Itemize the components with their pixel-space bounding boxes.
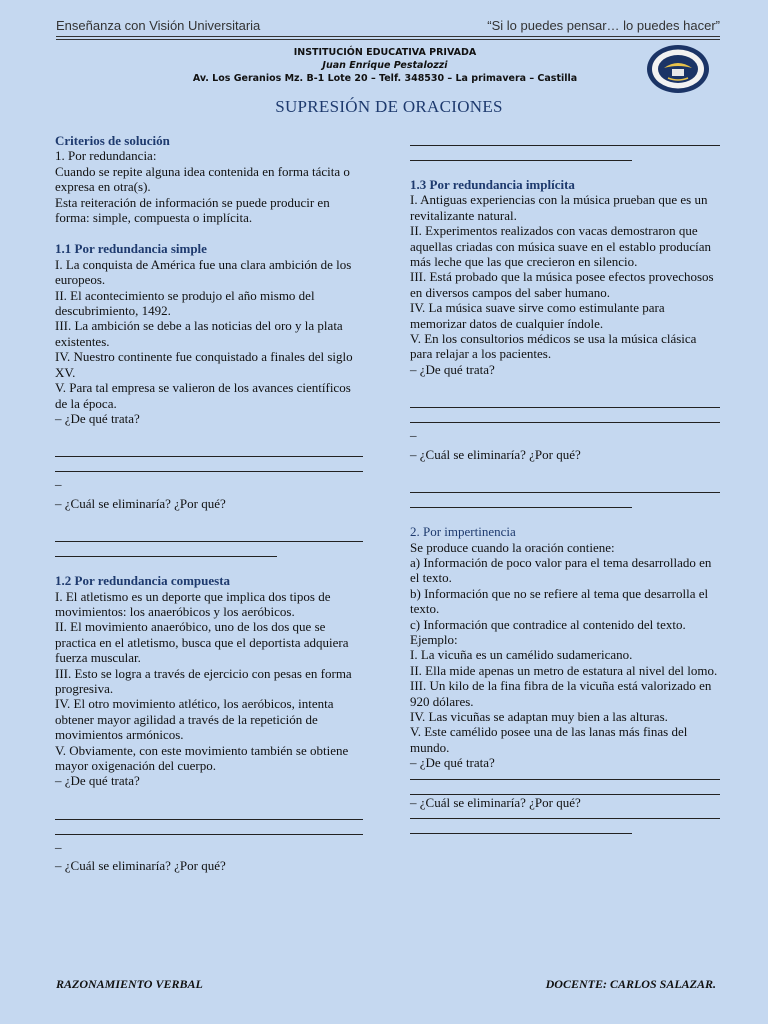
sentence: II. El movimiento anaeróbico, uno de los dos que se practica en el atletismo, busca que el deportista adquiera fuerza muscular.: [55, 619, 349, 666]
sentence: I. La vicuña es un camélido sudamericano.: [410, 647, 633, 663]
page-title: SUPRESIÓN DE ORACIONES: [275, 97, 503, 116]
institution-address: Av. Los Geranios Mz. B-1 Lote 20 – Telf. 348530 – La primavera – Castilla: [192, 73, 578, 84]
sentence: a) Información de poco valor para el tema desarrollado en el texto.: [410, 554, 712, 586]
page-header: [56, 18, 720, 33]
question-topic: – ¿De qué trata?: [55, 773, 140, 789]
sentence: V. Este camélido posee una de las lanas más finas del mundo.: [410, 724, 688, 755]
header-rule-2: [56, 39, 720, 40]
answer-line[interactable]: [410, 833, 632, 834]
sentence: III. Un kilo de la fina fibra de la vicuña está valorizado en 920 dólares.: [410, 678, 712, 709]
question-eliminate: – ¿Cuál se eliminaría? ¿Por qué?: [55, 858, 226, 874]
sentence: Ejemplo:: [410, 631, 458, 647]
section-heading: 1.2 Por redundancia compuesta: [55, 573, 231, 589]
answer-dash: _: [55, 472, 62, 488]
header-left: Enseñanza con Visión Universitaria: [56, 18, 261, 33]
criteria-line: 1. Por redundancia:: [55, 148, 157, 164]
answer-dash: _: [410, 423, 417, 439]
section-heading: 1.1 Por redundancia simple: [55, 241, 207, 257]
question-topic: – ¿De qué trata?: [55, 410, 140, 426]
sentence: I. Antiguas experiencias con la música prueban que es un revitalizante natural.: [410, 192, 708, 223]
sentence: IV. El otro movimiento atlético, los aeróbicos, intenta obtener mayor agilidad a través de la repetición de movimientos armónicos.: [55, 696, 334, 743]
sentence: V. En los consultorios médicos se usa la música clásica para relajar a los pacientes.: [410, 331, 697, 362]
sentence: III. La ambición se debe a las noticias del oro y la plata existentes.: [55, 318, 343, 349]
sentence: Se produce cuando la oración contiene:: [410, 539, 615, 555]
sentence: IV. Las vicuñas se adaptan muy bien a las alturas.: [410, 708, 668, 724]
school-logo-icon: [646, 44, 710, 94]
sentence: II. Ella mide apenas un metro de estatura al nivel del lomo.: [410, 662, 718, 678]
answer-line[interactable]: [410, 492, 720, 493]
institution-name: INSTITUCIÓN EDUCATIVA PRIVADA: [293, 47, 477, 58]
sentence: IV. Nuestro continente fue conquistado a finales del siglo XV.: [55, 349, 353, 380]
question-eliminate: – ¿Cuál se eliminaría? ¿Por qué?: [410, 446, 581, 462]
sentence: b) Información que no se refiere al tema que desarrolla el texto.: [410, 585, 709, 617]
question-topic: – ¿De qué trata?: [410, 361, 495, 377]
section-heading: 2. Por impertinencia: [410, 524, 516, 540]
question-eliminate: – ¿Cuál se eliminaría? ¿Por qué?: [410, 794, 581, 810]
criteria-line: Cuando se repite alguna idea contenida en forma tácita o expresa en otra(s).: [55, 163, 350, 195]
sentence: III. Está probado que la música posee efectos provechosos en diversos campos del saber humano.: [410, 269, 714, 300]
answer-dash: _: [55, 834, 62, 850]
section-heading: 1.3 Por redundancia implícita: [410, 177, 575, 192]
question-topic: – ¿De qué trata?: [410, 755, 495, 771]
answer-line[interactable]: [410, 407, 720, 408]
answer-line[interactable]: [410, 779, 720, 780]
sentence: I. El atletismo es un deporte que implica dos tipos de movimientos: los anaeróbicos y los aeróbicos.: [55, 588, 331, 619]
left-column: [55, 133, 363, 874]
answer-line[interactable]: [55, 819, 363, 820]
footer-left: RAZONAMIENTO VERBAL: [56, 977, 203, 991]
header-rule: [56, 36, 720, 37]
answer-line[interactable]: [410, 818, 720, 819]
page-footer: [56, 977, 716, 992]
sentence: V. Obviamente, con este movimiento también se obtiene mayor oxigenación del cuerpo.: [55, 742, 349, 773]
sentence: V. Para tal empresa se valieron de los avances científicos de la época.: [55, 380, 351, 411]
sentence: II. El acontecimiento se produjo el año mismo del descubrimiento, 1492.: [55, 287, 315, 319]
answer-line[interactable]: [55, 541, 363, 542]
footer-right: DOCENTE: CARLOS SALAZAR.: [545, 977, 716, 991]
criteria-line: Esta reiteración de información se puede producir en forma: simple, compuesta o implícita.: [55, 194, 330, 226]
institution-block: [150, 46, 620, 85]
sentence: II. Experimentos realizados con vacas demostraron que aquellas criadas con música suave en el establo producían más leche que las que crecieron en silencio.: [410, 223, 712, 270]
sentence: c) Información que contradice al contenido del texto.: [410, 616, 686, 632]
answer-line[interactable]: [410, 145, 720, 146]
answer-line[interactable]: [55, 456, 363, 457]
sentence: I. La conquista de América fue una clara ambición de los europeos.: [55, 256, 352, 288]
institution-subname: Juan Enrique Pestalozzi: [322, 60, 448, 71]
criteria-heading: Criterios de solución: [55, 133, 170, 148]
question-eliminate: – ¿Cuál se eliminaría? ¿Por qué?: [55, 495, 226, 511]
sentence: IV. La música suave sirve como estimulante para memorizar datos de cualquier índole.: [410, 300, 665, 331]
header-right: “Si lo puedes pensar… lo puedes hacer”: [487, 18, 720, 33]
sentence: III. Esto se logra a través de ejercicio con pesas en forma progresiva.: [55, 665, 352, 696]
right-column: [410, 133, 720, 834]
